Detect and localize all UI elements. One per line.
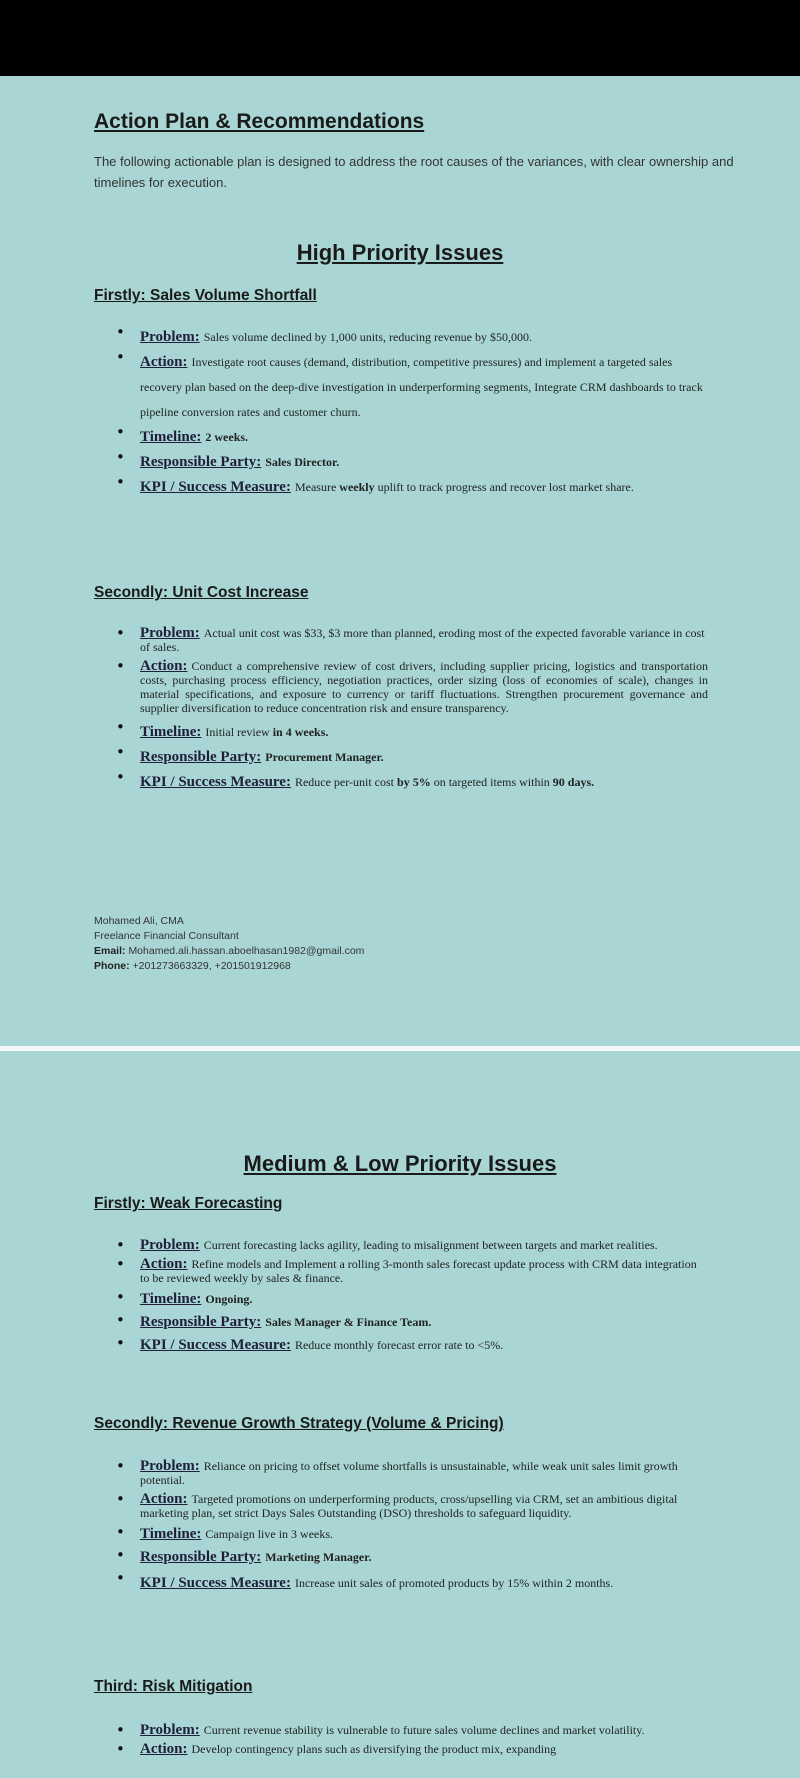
action-label: Action: — [140, 354, 188, 370]
problem-label: Problem: — [140, 625, 200, 641]
responsible-party-text: Procurement Manager. — [265, 750, 384, 764]
kpi-label: KPI / Success Measure: — [140, 1337, 291, 1353]
timeline-label: Timeline: — [140, 1526, 202, 1542]
responsible-party-text: Sales Director. — [265, 455, 340, 469]
timeline-text: Campaign live in 3 weeks. — [205, 1527, 334, 1541]
problem-text: Sales volume declined by 1,000 units, reducing revenue by $50,000. — [203, 330, 532, 344]
list-item — [108, 770, 708, 795]
kpi-emphasis: weekly — [339, 480, 375, 494]
action-text: Investigate root causes (demand, distribution, competitive pressures) and implement a targeted sales recovery plan based on the deep-dive investigation in underperforming segments, Integrate CRM dashboards to track pipeline conversion rates and customer churn. — [140, 355, 703, 419]
list-item — [108, 1313, 708, 1332]
kpi-text: Reduce monthly forecast error rate to <5%. — [294, 1338, 504, 1352]
list-item — [108, 1257, 708, 1285]
list-item — [108, 450, 708, 475]
list-item — [108, 1742, 708, 1756]
kpi-label: KPI / Success Measure: — [140, 479, 291, 495]
issue-heading: Firstly: Weak Forecasting — [94, 1195, 283, 1212]
list-item — [108, 1290, 708, 1309]
status-bar — [0, 0, 800, 76]
kpi-text: Increase unit sales of promoted products by 15% within 2 months. — [294, 1576, 614, 1590]
action-label: Action: — [140, 1491, 188, 1507]
issue-bullet-list — [108, 1238, 708, 1359]
issue-heading: Secondly: Unit Cost Increase — [94, 584, 309, 601]
phone-value: +201273663329, +201501912968 — [132, 960, 291, 972]
phone-label: Phone: — [94, 960, 130, 972]
timeline-label: Timeline: — [140, 429, 202, 445]
responsible-party-label: Responsible Party: — [140, 749, 262, 765]
contact-email-row — [94, 944, 364, 959]
list-item — [108, 720, 708, 745]
action-label: Action: — [140, 1741, 188, 1757]
timeline-text: Initial review — [205, 725, 270, 739]
timeline-emphasis: in 4 weeks. — [272, 725, 329, 739]
list-item — [108, 1238, 708, 1252]
section-title-high-priority: High Priority Issues — [296, 240, 504, 265]
contact-name: Mohamed Ali, CMA — [94, 915, 184, 927]
intro-paragraph: The following actionable plan is designed to address the root causes of the variances, with clear ownership and timelines for execution. — [94, 154, 734, 190]
email-label: Email: — [94, 945, 126, 957]
responsible-party-text: Sales Manager & Finance Team. — [265, 1315, 432, 1329]
list-item — [108, 325, 708, 350]
responsible-party-label: Responsible Party: — [140, 1314, 262, 1330]
timeline-label: Timeline: — [140, 1291, 202, 1307]
problem-text: Reliance on pricing to offset volume shortfalls is unsustainable, while weak unit sales limit growth potential. — [140, 1459, 678, 1487]
kpi-emphasis: by 5% — [397, 775, 431, 789]
issue-bullet-list — [108, 325, 708, 500]
document-page-1 — [0, 76, 800, 1046]
problem-label: Problem: — [140, 1722, 200, 1738]
list-item — [108, 1548, 708, 1567]
action-text: Refine models and Implement a rolling 3-month sales forecast update process with CRM data integration to be reviewed weekly by sales & finance. — [140, 1257, 697, 1285]
problem-text: Current forecasting lacks agility, leading to misalignment between targets and market realities. — [203, 1238, 658, 1252]
problem-text: Current revenue stability is vulnerable to future sales volume declines and market volatility. — [203, 1723, 645, 1737]
document-page-2 — [0, 1051, 800, 1778]
problem-label: Problem: — [140, 1458, 200, 1474]
responsible-party-text: Marketing Manager. — [265, 1550, 372, 1564]
responsible-party-label: Responsible Party: — [140, 454, 262, 470]
problem-label: Problem: — [140, 329, 200, 345]
list-item — [108, 745, 708, 770]
action-label: Action: — [140, 658, 188, 674]
kpi-label: KPI / Success Measure: — [140, 774, 291, 790]
kpi-text: Reduce per-unit cost — [294, 775, 395, 789]
responsible-party-label: Responsible Party: — [140, 1549, 262, 1565]
action-text: Conduct a comprehensive review of cost drivers, including supplier pricing, logistics and transportation costs, purchasing process efficiency, negotiation practices, order sizing (loss of economies of scale), changes in material specifications, and exposure to currency or tariff fluctuations. Strengthen procurement governance and supplier diversification to reduce concentration risk and ensure transparency. — [140, 659, 708, 715]
list-item — [108, 626, 708, 654]
kpi-text-rest: uplift to track progress and recover lost market share. — [377, 480, 634, 494]
problem-label: Problem: — [140, 1237, 200, 1253]
list-item — [108, 1723, 708, 1737]
kpi-text-mid: on targeted items within — [433, 775, 550, 789]
kpi-text: Measure — [294, 480, 337, 494]
action-label: Action: — [140, 1256, 188, 1272]
contact-role: Freelance Financial Consultant — [94, 930, 239, 942]
kpi-label: KPI / Success Measure: — [140, 1575, 291, 1591]
problem-text: Actual unit cost was $33, $3 more than planned, eroding most of the expected favorable variance in cost of sales. — [140, 626, 705, 654]
section-title-medium-low-priority: Medium & Low Priority Issues — [243, 1151, 557, 1176]
timeline-label: Timeline: — [140, 724, 202, 740]
page-title: Action Plan & Recommendations — [94, 110, 425, 133]
kpi-emphasis-2: 90 days. — [552, 775, 595, 789]
timeline-text: 2 weeks. — [205, 430, 249, 444]
list-item — [108, 659, 708, 715]
issue-heading: Third: Risk Mitigation — [94, 1678, 253, 1695]
list-item — [108, 350, 708, 425]
list-item — [108, 1492, 708, 1520]
issue-bullet-list — [108, 1723, 708, 1761]
action-text: Develop contingency plans such as diversifying the product mix, expanding — [191, 1742, 557, 1756]
list-item — [108, 1459, 708, 1487]
list-item — [108, 1336, 708, 1355]
issue-bullet-list — [108, 1459, 708, 1596]
list-item — [108, 1525, 708, 1544]
list-item — [108, 475, 708, 500]
issue-bullet-list — [108, 626, 708, 795]
list-item — [108, 425, 708, 450]
email-value: Mohamed.ali.hassan.aboelhasan1982@gmail.com — [128, 945, 365, 957]
list-item — [108, 1571, 708, 1596]
timeline-text: Ongoing. — [205, 1292, 253, 1306]
action-text: Targeted promotions on underperforming products, cross/upselling via CRM, set an ambitious digital marketing plan, set strict Days Sales Outstanding (DSO) thresholds to safeguard liquidity. — [140, 1492, 678, 1520]
issue-heading: Firstly: Sales Volume Shortfall — [94, 287, 317, 304]
contact-block — [94, 914, 364, 974]
contact-phone-row — [94, 959, 364, 974]
issue-heading: Secondly: Revenue Growth Strategy (Volume & Pricing) — [94, 1415, 504, 1432]
